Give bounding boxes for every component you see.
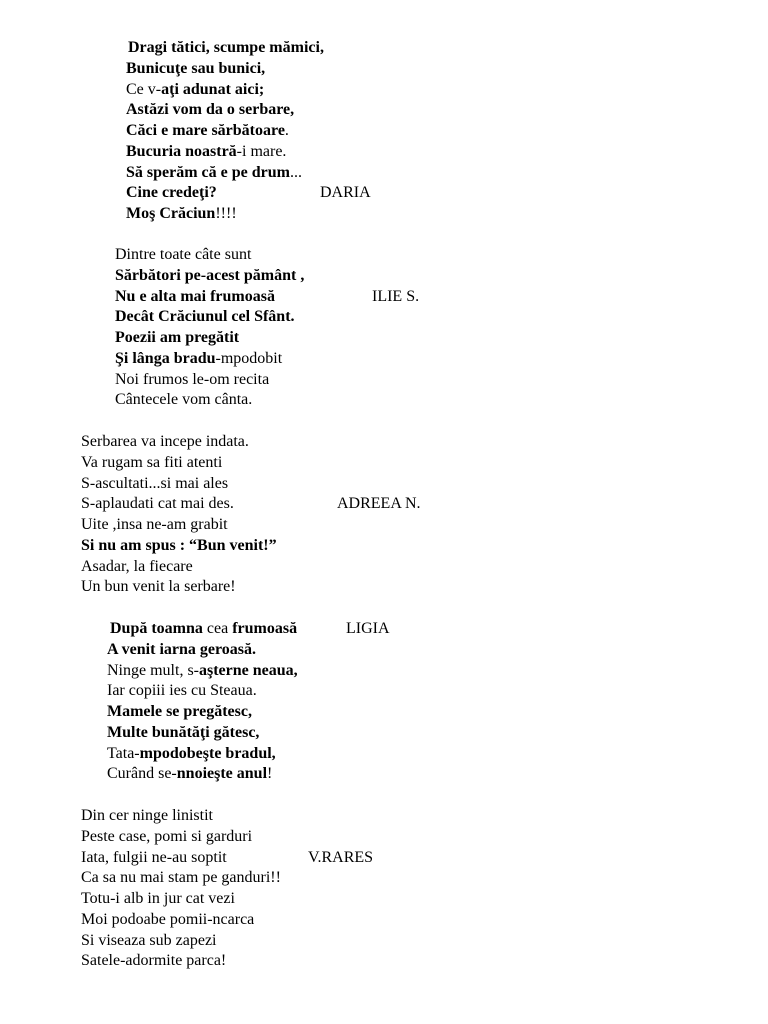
poem-text-run: Mamele se pregătesc, [107, 703, 252, 720]
poem-text-run: Căci e mare sărbătoare [126, 122, 285, 139]
poem-text-run: Peste case, pomi si garduri [81, 827, 253, 845]
poem-text-run: aşterne neaua, [199, 661, 298, 679]
poem-line [81, 494, 277, 515]
poem-2 [115, 245, 304, 411]
poem-text-run: Multe bunătăţi gătesc, [107, 723, 260, 741]
poem-line [81, 577, 277, 598]
poem-line [126, 100, 324, 121]
poem-text-run: Satele-adormite parca! [81, 952, 227, 970]
poem-line [126, 59, 324, 80]
poem-line [81, 951, 281, 972]
poem-text-run: Astăzi vom da o serbare, [126, 101, 295, 119]
poem-text-run: Moi podoabe pomii-ncarca [81, 910, 255, 928]
poem-line [81, 557, 277, 578]
poem-text-run: Serbarea va incepe indata. [81, 433, 249, 450]
poem-line [81, 868, 281, 889]
poem-line [107, 640, 298, 661]
poem-line [107, 681, 298, 702]
poem-line [126, 183, 324, 204]
poem-line [128, 38, 324, 59]
poem-line [115, 245, 304, 266]
poem-line [81, 432, 277, 453]
poem-line [115, 370, 304, 391]
poem-text-run: Din cer ninge linistit [81, 807, 213, 824]
poem-line [81, 848, 281, 869]
poem-line [81, 453, 277, 474]
poem-text-run: Bucuria noastră [126, 142, 237, 160]
poem-line [107, 764, 298, 785]
poem-text-run: Ninge mult, s- [107, 661, 199, 679]
poem-line [107, 744, 298, 765]
poem-text-run: Ce v- [126, 80, 162, 98]
poem-line [81, 536, 277, 557]
poem-text-run: S-ascultati...si mai ales [81, 474, 229, 492]
poem-text-run: Tata- [107, 744, 140, 762]
poem-text-run: Dintre toate câte sunt [115, 246, 252, 263]
poem-text-run: Iata, fulgii ne-au soptit [81, 848, 227, 866]
poem-text-run: !!!! [215, 205, 237, 222]
poem-text-run: Cântecele vom cânta. [115, 391, 253, 409]
poem-text-run: cea [202, 620, 233, 637]
poem-text-run: După toamna [110, 620, 203, 637]
poem-line [81, 910, 281, 931]
poem-text-run: Ca sa nu mai stam pe ganduri!! [81, 869, 281, 887]
poem-text-run: Asadar, la fiecare [81, 557, 193, 575]
author-ligia: LIGIA [346, 620, 390, 637]
poem-line [81, 806, 281, 827]
poem-line [115, 266, 304, 287]
poem-line [115, 349, 304, 370]
poem-text-run: ... [289, 163, 302, 181]
poem-text-run: Poezii am pregătit [115, 329, 240, 346]
poem-text-run: Moş Crăciun [126, 205, 216, 222]
poem-line [107, 723, 298, 744]
poem-text-run: aţi adunat aici; [161, 80, 265, 98]
poem-text-run: frumoasă [232, 620, 298, 637]
poem-text-run: . [284, 122, 289, 139]
poem-text-run: Cine credeţi? [126, 184, 217, 202]
author-v-rares: V.RARES [308, 849, 374, 866]
poem-5 [81, 806, 281, 972]
poem-text-run: Si nu am spus : “Bun venit!” [81, 536, 277, 554]
poem-text-run: Va rugam sa fiti atenti [81, 453, 223, 471]
poem-line [81, 474, 277, 495]
poem-text-run: Dragi tătici, scumpe mămici, [128, 39, 324, 56]
poem-text-run: -mpodobit [215, 349, 283, 367]
poem-text-run: nnoieşte anul [176, 765, 268, 783]
poem-text-run: Sărbători pe-acest pământ , [115, 266, 305, 284]
poem-line [110, 619, 298, 640]
poem-line [126, 121, 324, 142]
poem-3 [81, 432, 277, 598]
poem-text-run: Decât Crăciunul cel Sfânt. [115, 308, 295, 326]
poem-text-run: Şi lânga bradu [115, 349, 216, 367]
poem-text-run: Uite ,insa ne-am grabit [81, 516, 228, 533]
poem-text-run: S-aplaudati cat mai des. [81, 495, 234, 513]
poem-line [107, 661, 298, 682]
poem-line [126, 142, 324, 163]
poem-text-run: mpodobeşte bradul, [139, 744, 276, 762]
poem-line [115, 328, 304, 349]
poem-line [126, 163, 324, 184]
poem-text-run: A venit iarna geroasă. [107, 640, 257, 658]
author-ilie: ILIE S. [372, 288, 420, 305]
poem-line [81, 889, 281, 910]
author-daria: DARIA [320, 184, 371, 201]
poem-line [81, 931, 281, 952]
poem-4 [107, 619, 298, 785]
poem-text-run: Nu e alta mai frumoasă [115, 287, 275, 305]
poem-line [115, 287, 304, 308]
poem-text-run: ! [267, 765, 273, 783]
poem-line [126, 80, 324, 101]
poem-text-run: Un bun venit la serbare! [81, 578, 236, 596]
poem-text-run: -i mare. [236, 142, 287, 160]
poem-text-run: Iar copiii ies cu Steaua. [107, 682, 257, 700]
poem-text-run: Să sperăm că e pe drum [126, 163, 290, 181]
poem-line [81, 827, 281, 848]
poem-line [81, 515, 277, 536]
poem-text-run: Noi frumos le-om recita [115, 370, 270, 388]
author-adreea: ADREEA N. [337, 495, 421, 512]
poem-line [115, 390, 304, 411]
poem-line [126, 204, 324, 225]
poem-line [107, 702, 298, 723]
poem-1 [126, 38, 324, 225]
poem-text-run: Curând se- [107, 765, 177, 783]
poem-text-run: Si viseaza sub zapezi [81, 931, 217, 949]
poem-line [115, 307, 304, 328]
poem-text-run: Totu-i alb in jur cat vezi [81, 890, 235, 907]
poem-text-run: Bunicuţe sau bunici, [126, 59, 266, 77]
